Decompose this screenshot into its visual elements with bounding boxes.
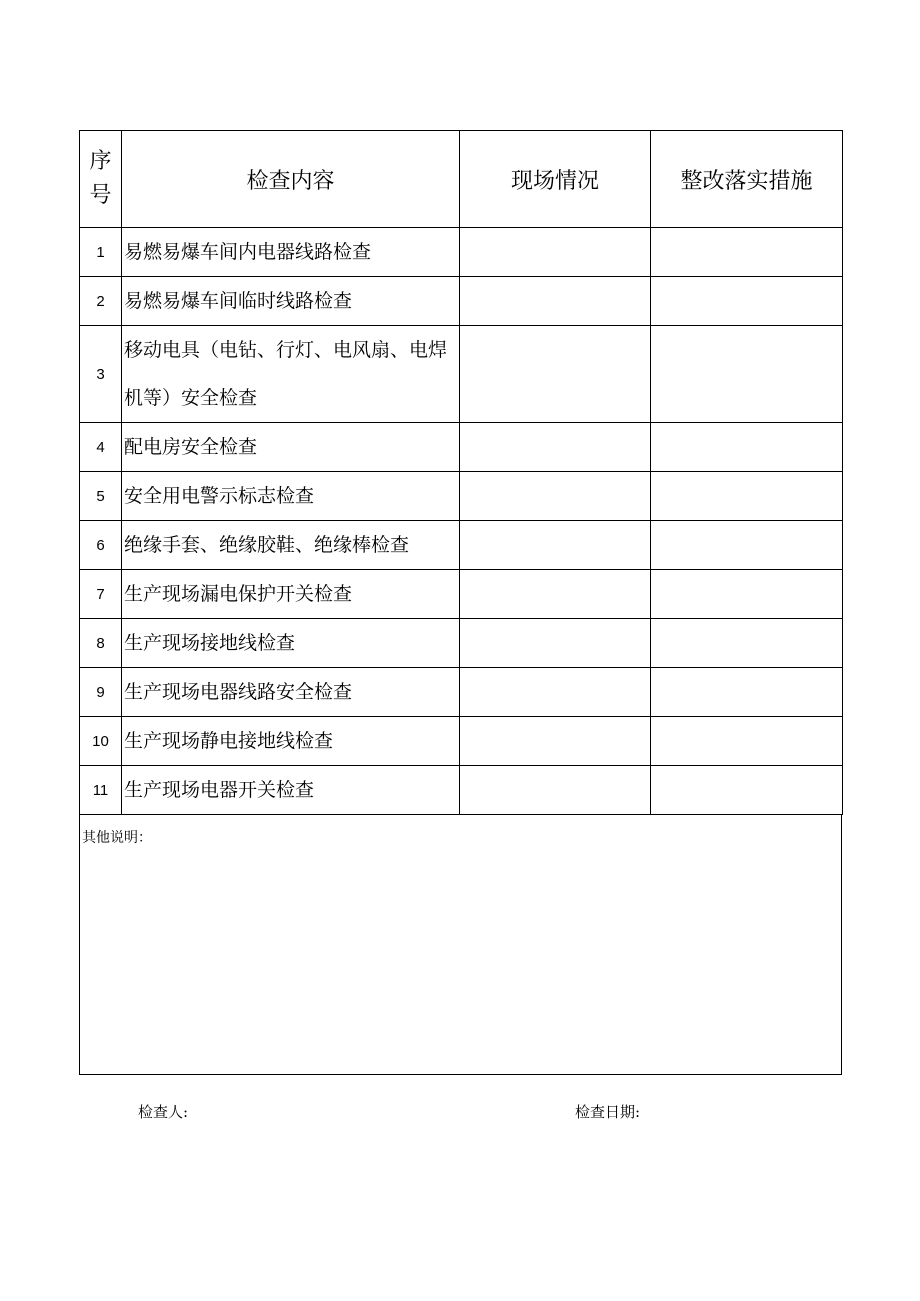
- row-fix-cell[interactable]: [651, 472, 843, 521]
- table-row: [80, 619, 843, 668]
- table-header-row: [80, 131, 843, 228]
- row-site-cell[interactable]: [460, 277, 651, 326]
- row-number: 7: [80, 570, 122, 619]
- other-notes-label: 其他说明：: [82, 830, 152, 846]
- table-row: [80, 228, 843, 277]
- row-fix-cell[interactable]: [651, 766, 843, 815]
- row-fix-cell[interactable]: [651, 228, 843, 277]
- row-site-cell[interactable]: [460, 228, 651, 277]
- row-site-cell[interactable]: [460, 717, 651, 766]
- table-row: [80, 277, 843, 326]
- row-number: 1: [80, 228, 122, 277]
- row-check-item: 生产现场静电接地线检查: [122, 717, 460, 766]
- table-row: [80, 668, 843, 717]
- row-site-cell[interactable]: [460, 521, 651, 570]
- table-row: [80, 423, 843, 472]
- row-check-item: 配电房安全检查: [122, 423, 460, 472]
- row-check-item: 绝缘手套、绝缘胶鞋、绝缘棒检查: [122, 521, 460, 570]
- row-fix-cell[interactable]: [651, 619, 843, 668]
- row-check-item: 易燃易爆车间内电器线路检查: [122, 228, 460, 277]
- row-check-item: 生产现场接地线检查: [122, 619, 460, 668]
- row-site-cell[interactable]: [460, 423, 651, 472]
- row-number: 10: [80, 717, 122, 766]
- row-fix-cell[interactable]: [651, 717, 843, 766]
- row-site-cell[interactable]: [460, 668, 651, 717]
- inspection-date-label: 检查日期:: [575, 1103, 641, 1121]
- row-number: 2: [80, 277, 122, 326]
- header-serial-number: [80, 131, 122, 228]
- header-rectification: 整改落实措施: [651, 131, 843, 228]
- row-number: 5: [80, 472, 122, 521]
- row-number: 6: [80, 521, 122, 570]
- header-serial-line2: 号: [89, 183, 112, 208]
- row-number: 11: [80, 766, 122, 815]
- table-row: [80, 326, 843, 423]
- inspector-label: 检查人:: [138, 1103, 189, 1121]
- row-fix-cell[interactable]: [651, 668, 843, 717]
- row-check-item: 移动电具（电钻、行灯、电风扇、电焊机等）安全检查: [122, 326, 460, 423]
- row-number: 3: [80, 326, 122, 423]
- other-notes-area[interactable]: [79, 815, 842, 1075]
- table-row: [80, 570, 843, 619]
- row-fix-cell[interactable]: [651, 277, 843, 326]
- row-site-cell[interactable]: [460, 472, 651, 521]
- row-number: 8: [80, 619, 122, 668]
- row-number: 4: [80, 423, 122, 472]
- table-row: [80, 521, 843, 570]
- row-site-cell[interactable]: [460, 326, 651, 423]
- row-check-item: 安全用电警示标志检查: [122, 472, 460, 521]
- table-row: [80, 717, 843, 766]
- row-check-item: 易燃易爆车间临时线路检查: [122, 277, 460, 326]
- table-row: [80, 472, 843, 521]
- row-site-cell[interactable]: [460, 570, 651, 619]
- header-serial-line1: 序: [89, 149, 112, 174]
- inspection-sheet: [79, 130, 842, 1075]
- row-check-item: 生产现场电器开关检查: [122, 766, 460, 815]
- row-fix-cell[interactable]: [651, 326, 843, 423]
- checklist-table: [79, 130, 843, 815]
- row-number: 9: [80, 668, 122, 717]
- row-fix-cell[interactable]: [651, 521, 843, 570]
- row-site-cell[interactable]: [460, 766, 651, 815]
- row-fix-cell[interactable]: [651, 570, 843, 619]
- header-site-condition: 现场情况: [460, 131, 651, 228]
- row-fix-cell[interactable]: [651, 423, 843, 472]
- row-check-item: 生产现场电器线路安全检查: [122, 668, 460, 717]
- row-site-cell[interactable]: [460, 619, 651, 668]
- table-row: [80, 766, 843, 815]
- row-check-item: 生产现场漏电保护开关检查: [122, 570, 460, 619]
- header-check-content: 检查内容: [122, 131, 460, 228]
